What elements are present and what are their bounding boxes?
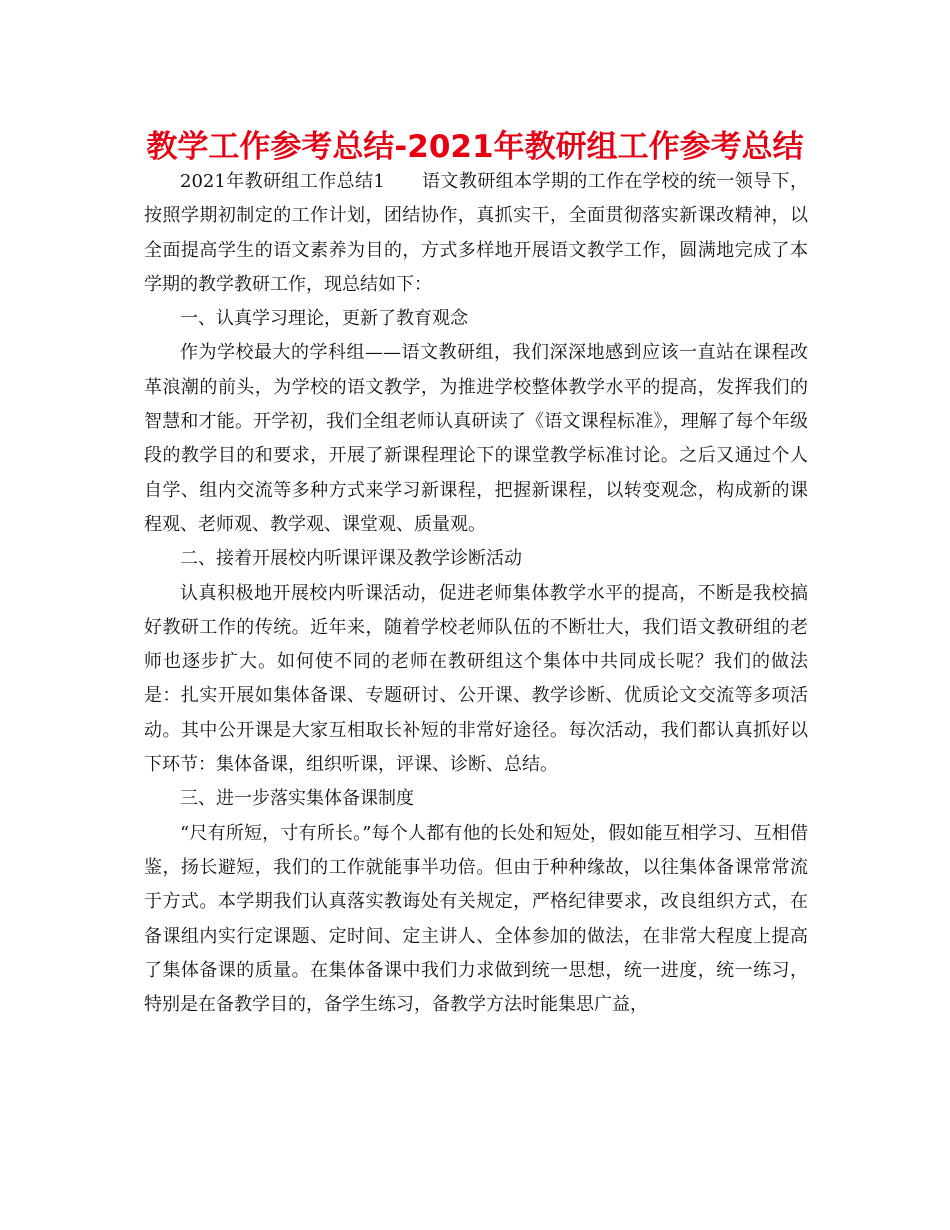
page-title: 教学工作参考总结-2021年教研组工作参考总结 (146, 129, 804, 165)
section-paragraph-1: 作为学校最大的学科组——语文教研组，我们深深地感到应该一直站在课程改革浪潮的前头，为学校的语文教学，为推进学校整体教学水平的提高，发挥我们的智慧和才能。开学初，我们全组老师认真研读了《语文课程标准》，理解了每个年级段的教学目的和要求，开展了新课程理论下的课堂教学标准讨论。之后又通过个人自学、组内交流等多种方式来学习新课程，把握新课程，以转变观念，构成新的课程观、老师观、教学观、课堂观、质量观。 (144, 342, 808, 535)
section-heading-1: 一、认真学习理论，更新了教育观念 (180, 308, 468, 330)
section-heading-3: 三、进一步落实集体备课制度 (180, 788, 414, 810)
intro-paragraph: 2021年教研组工作总结1 语文教研组本学期的工作在学校的统一领导下，按照学期初制定的工作计划，团结协作，真抓实干，全面贯彻落实新课改精神，以全面提高学生的语文素养为目的，方式多样地开展语文教学工作，圆满地完成了本学期的教学教研工作，现总结如下： (144, 171, 808, 295)
document-body (144, 165, 808, 1022)
section-paragraph-3: “尺有所短，寸有所长。”每个人都有他的长处和短处，假如能互相学习、互相借鉴，扬长避短，我们的工作就能事半功倍。但由于种种缘故，以往集体备课常常流于方式。本学期我们认真落实教诲处有关规定，严格纪律要求，改良组织方式，在备课组内实行定课题、定时间、定主讲人、全体参加的做法，在非常大程度上提高了集体备课的质量。在集体备课中我们力求做到统一思想，统一进度，统一练习，特别是在备教学目的，备学生练习，备教学方法时能集思广益， (144, 822, 808, 1016)
section-heading-2: 二、接着开展校内听课评课及教学诊断活动 (180, 548, 522, 570)
section-paragraph-2: 认真积极地开展校内听课活动，促进老师集体教学水平的提高，不断是我校搞好教研工作的传统。近年来，随着学校老师队伍的不断壮大，我们语文教研组的老师也逐步扩大。如何使不同的老师在教研组这个集体中共同成长呢？我们的做法是：扎实开展如集体备课、专题研讨、公开课、教学诊断、优质论文交流等多项活动。其中公开课是大家互相取长补短的非常好途径。每次活动，我们都认真抓好以下环节：集体备课，组织听课，评课、诊断、总结。 (144, 582, 808, 776)
